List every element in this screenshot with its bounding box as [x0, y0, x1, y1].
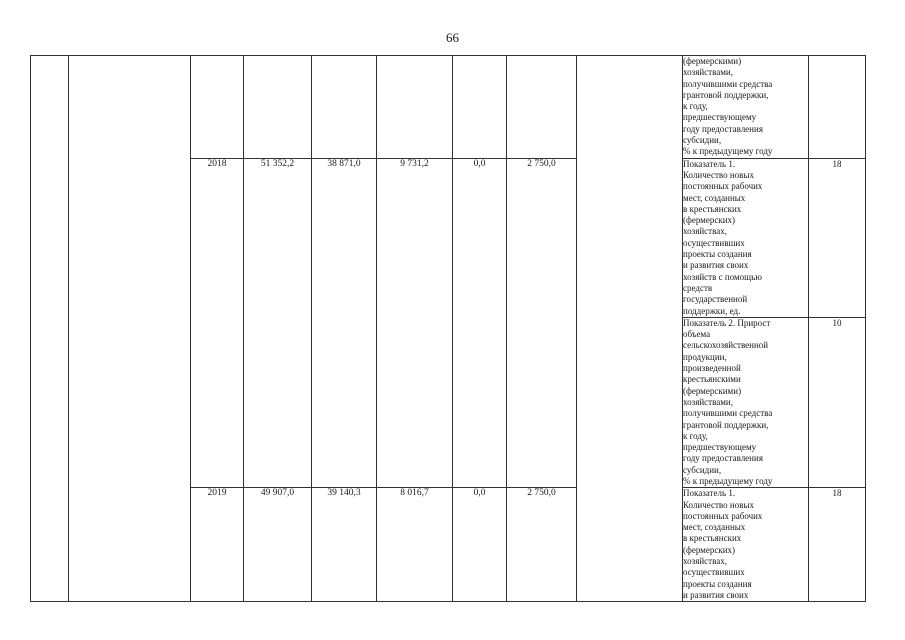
indicator-target-cell: [809, 56, 866, 159]
indicator-target: 18: [832, 488, 842, 499]
indicator-target-cell: [809, 158, 866, 317]
total-amount: 51 352,2: [244, 158, 312, 488]
budget-table: [30, 55, 866, 602]
federal-cell-empty: [312, 56, 377, 159]
measure-name-cell: [69, 56, 191, 602]
indicator-text-cell: [683, 488, 809, 602]
indicator-target: 18: [832, 158, 842, 169]
regional-amount: 8 016,7: [377, 488, 453, 602]
year-cell: 2018: [191, 158, 244, 488]
regional-cell-empty: [377, 56, 453, 159]
other-cell-empty: [507, 56, 577, 159]
indicator-text: Показатель 1. Количество новых постоянных рабочих мест, созданных в крестьянских (фермерских) хозяйствах, осуществивших проекты создания и развития своих хозяйств с помощью средств государственной поддержки, ед.: [683, 158, 763, 316]
continuation-row: [31, 56, 866, 159]
total-cell-empty: [244, 56, 312, 159]
federal-amount: 38 871,0: [312, 158, 377, 488]
page-number: 66: [446, 30, 459, 45]
local-amount: 0,0: [453, 158, 507, 488]
indicator-text: (фермерскими) хозяйствами, получившими средства грантовой поддержки, к году, предшествующему году предоставления субсидии, % к предыдущему году: [683, 56, 773, 157]
year-cell-empty: [191, 56, 244, 159]
indicator-text-cell: [683, 56, 809, 159]
indicator-target-cell: [809, 488, 866, 602]
indicator-text: Показатель 2. Прирост объема сельскохозяйственной продукции, произведенной крестьянскими (фермерскими) хозяйствами, получившими средства грантовой поддержки, к году, предшествующему году предоставления субсидии, % к предыдущему году: [683, 317, 773, 486]
total-amount: 49 907,0: [244, 488, 312, 602]
local-cell-empty: [453, 56, 507, 159]
federal-amount: 39 140,3: [312, 488, 377, 602]
indicator-target: 10: [832, 317, 842, 328]
number-cell: [31, 56, 69, 602]
local-amount: 0,0: [453, 488, 507, 602]
other-amount: 2 750,0: [507, 158, 577, 488]
indicator-target-cell: [809, 317, 866, 487]
indicator-text-cell: [683, 317, 809, 487]
year-cell: 2019: [191, 488, 244, 602]
regional-amount: 9 731,2: [377, 158, 453, 488]
executor-cell: [577, 56, 683, 602]
indicator-text: Показатель 1. Количество новых постоянных рабочих мест, созданных в крестьянских (фермерских) хозяйствах, осуществивших проекты создания и развития своих: [683, 488, 763, 600]
indicator-text-cell: [683, 158, 809, 317]
other-amount: 2 750,0: [507, 488, 577, 602]
